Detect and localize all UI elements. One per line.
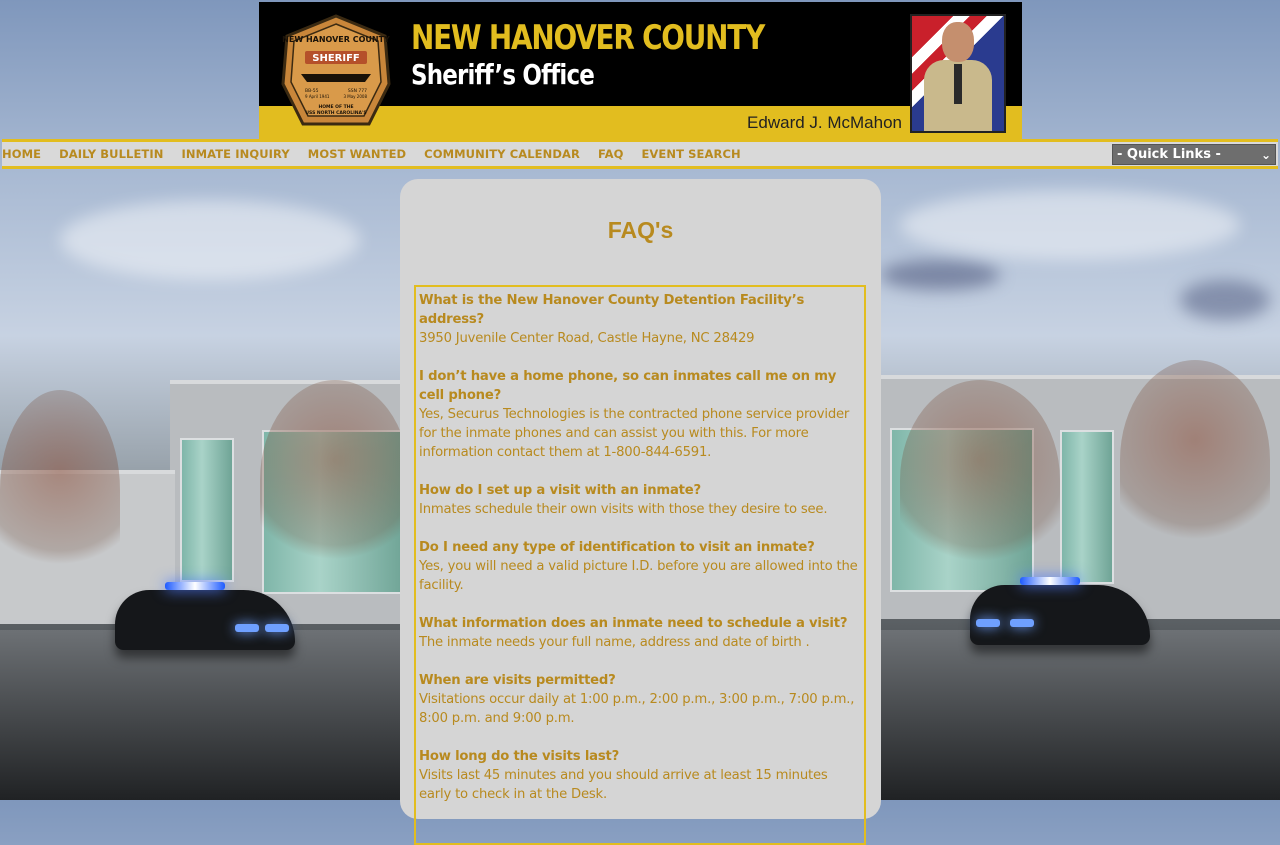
nav-inmate-inquiry[interactable]: INMATE INQUIRY — [181, 147, 290, 161]
nav-most-wanted[interactable]: MOST WANTED — [307, 147, 407, 161]
quick-links-select[interactable] — [1112, 144, 1276, 165]
faq-item — [419, 747, 861, 804]
faq-question: What information does an inmate need to schedule a visit? — [419, 616, 848, 631]
badge-top-text: NEW HANOVER COUNTY — [282, 35, 390, 44]
nav-daily-bulletin[interactable]: DAILY BULLETIN — [59, 147, 164, 161]
page-title: FAQ's — [607, 217, 674, 243]
faq-question: Do I need any type of identification to visit an inmate? — [419, 540, 815, 555]
badge-right-text: SSN 777 — [347, 89, 367, 94]
badge-left-date: 9 April 1941 — [305, 94, 330, 99]
badge-left-text: BB-55 — [305, 89, 319, 94]
faq-question: How do I set up a visit with an inmate? — [419, 483, 701, 498]
badge-center-text: SHERIFF — [312, 53, 360, 64]
sheriff-name: Edward J. McMahon — [747, 113, 902, 132]
faq-answer: Visits last 45 minutes and you should arrive at least 15 minutes early to check in at the Desk. — [419, 768, 828, 802]
faq-list — [414, 285, 866, 845]
office-subtitle: Sheriff’s Office — [411, 58, 595, 91]
nav-home[interactable]: HOME — [2, 147, 42, 161]
faq-answer: 3950 Juvenile Center Road, Castle Hayne, NC 28429 — [419, 331, 755, 346]
chevron-down-icon: ⌄ — [1260, 147, 1271, 162]
county-title: NEW HANOVER COUNTY — [411, 18, 765, 58]
nav-faq[interactable]: FAQ — [597, 147, 624, 161]
faq-answer: Inmates schedule their own visits with those they desire to see. — [419, 502, 828, 517]
faq-question: What is the New Hanover County Detention Facility’s address? — [419, 293, 805, 327]
faq-item — [419, 367, 861, 462]
faq-answer: Yes, you will need a valid picture I.D. before you are allowed into the facility. — [419, 559, 858, 593]
faq-panel — [400, 179, 881, 819]
faq-question: When are visits permitted? — [419, 673, 616, 688]
badge-bottom-text-1: HOME OF THE — [318, 105, 354, 110]
faq-item — [419, 671, 861, 728]
faq-item — [419, 614, 861, 652]
faq-item — [419, 291, 861, 348]
faq-answer: The inmate needs your full name, address and date of birth . — [419, 635, 810, 650]
nav-community-calendar[interactable]: COMMUNITY CALENDAR — [424, 147, 580, 161]
nav-event-search[interactable]: EVENT SEARCH — [641, 147, 741, 161]
faq-question: I don’t have a home phone, so can inmates call me on my cell phone? — [419, 369, 837, 403]
faq-answer: Visitations occur daily at 1:00 p.m., 2:00 p.m., 3:00 p.m., 7:00 p.m., 8:00 p.m. and 9:00 p.m. — [419, 692, 855, 726]
site-header — [259, 2, 1022, 139]
sheriff-badge-logo — [281, 14, 391, 132]
faq-question: How long do the visits last? — [419, 749, 620, 764]
badge-bottom-text-2: USS NORTH CAROLINA'S — [305, 111, 367, 116]
faq-answer: Yes, Securus Technologies is the contracted phone service provider for the inmate phones and can assist you with this. For more information contact them at 1-800-844-6591. — [419, 407, 850, 460]
sheriff-portrait — [910, 14, 1006, 133]
faq-item — [419, 538, 861, 595]
quick-links-selected: - Quick Links - — [1117, 147, 1221, 162]
badge-right-date: 3 May 2008 — [343, 94, 367, 99]
main-nav — [2, 139, 1278, 169]
faq-item — [419, 481, 861, 519]
